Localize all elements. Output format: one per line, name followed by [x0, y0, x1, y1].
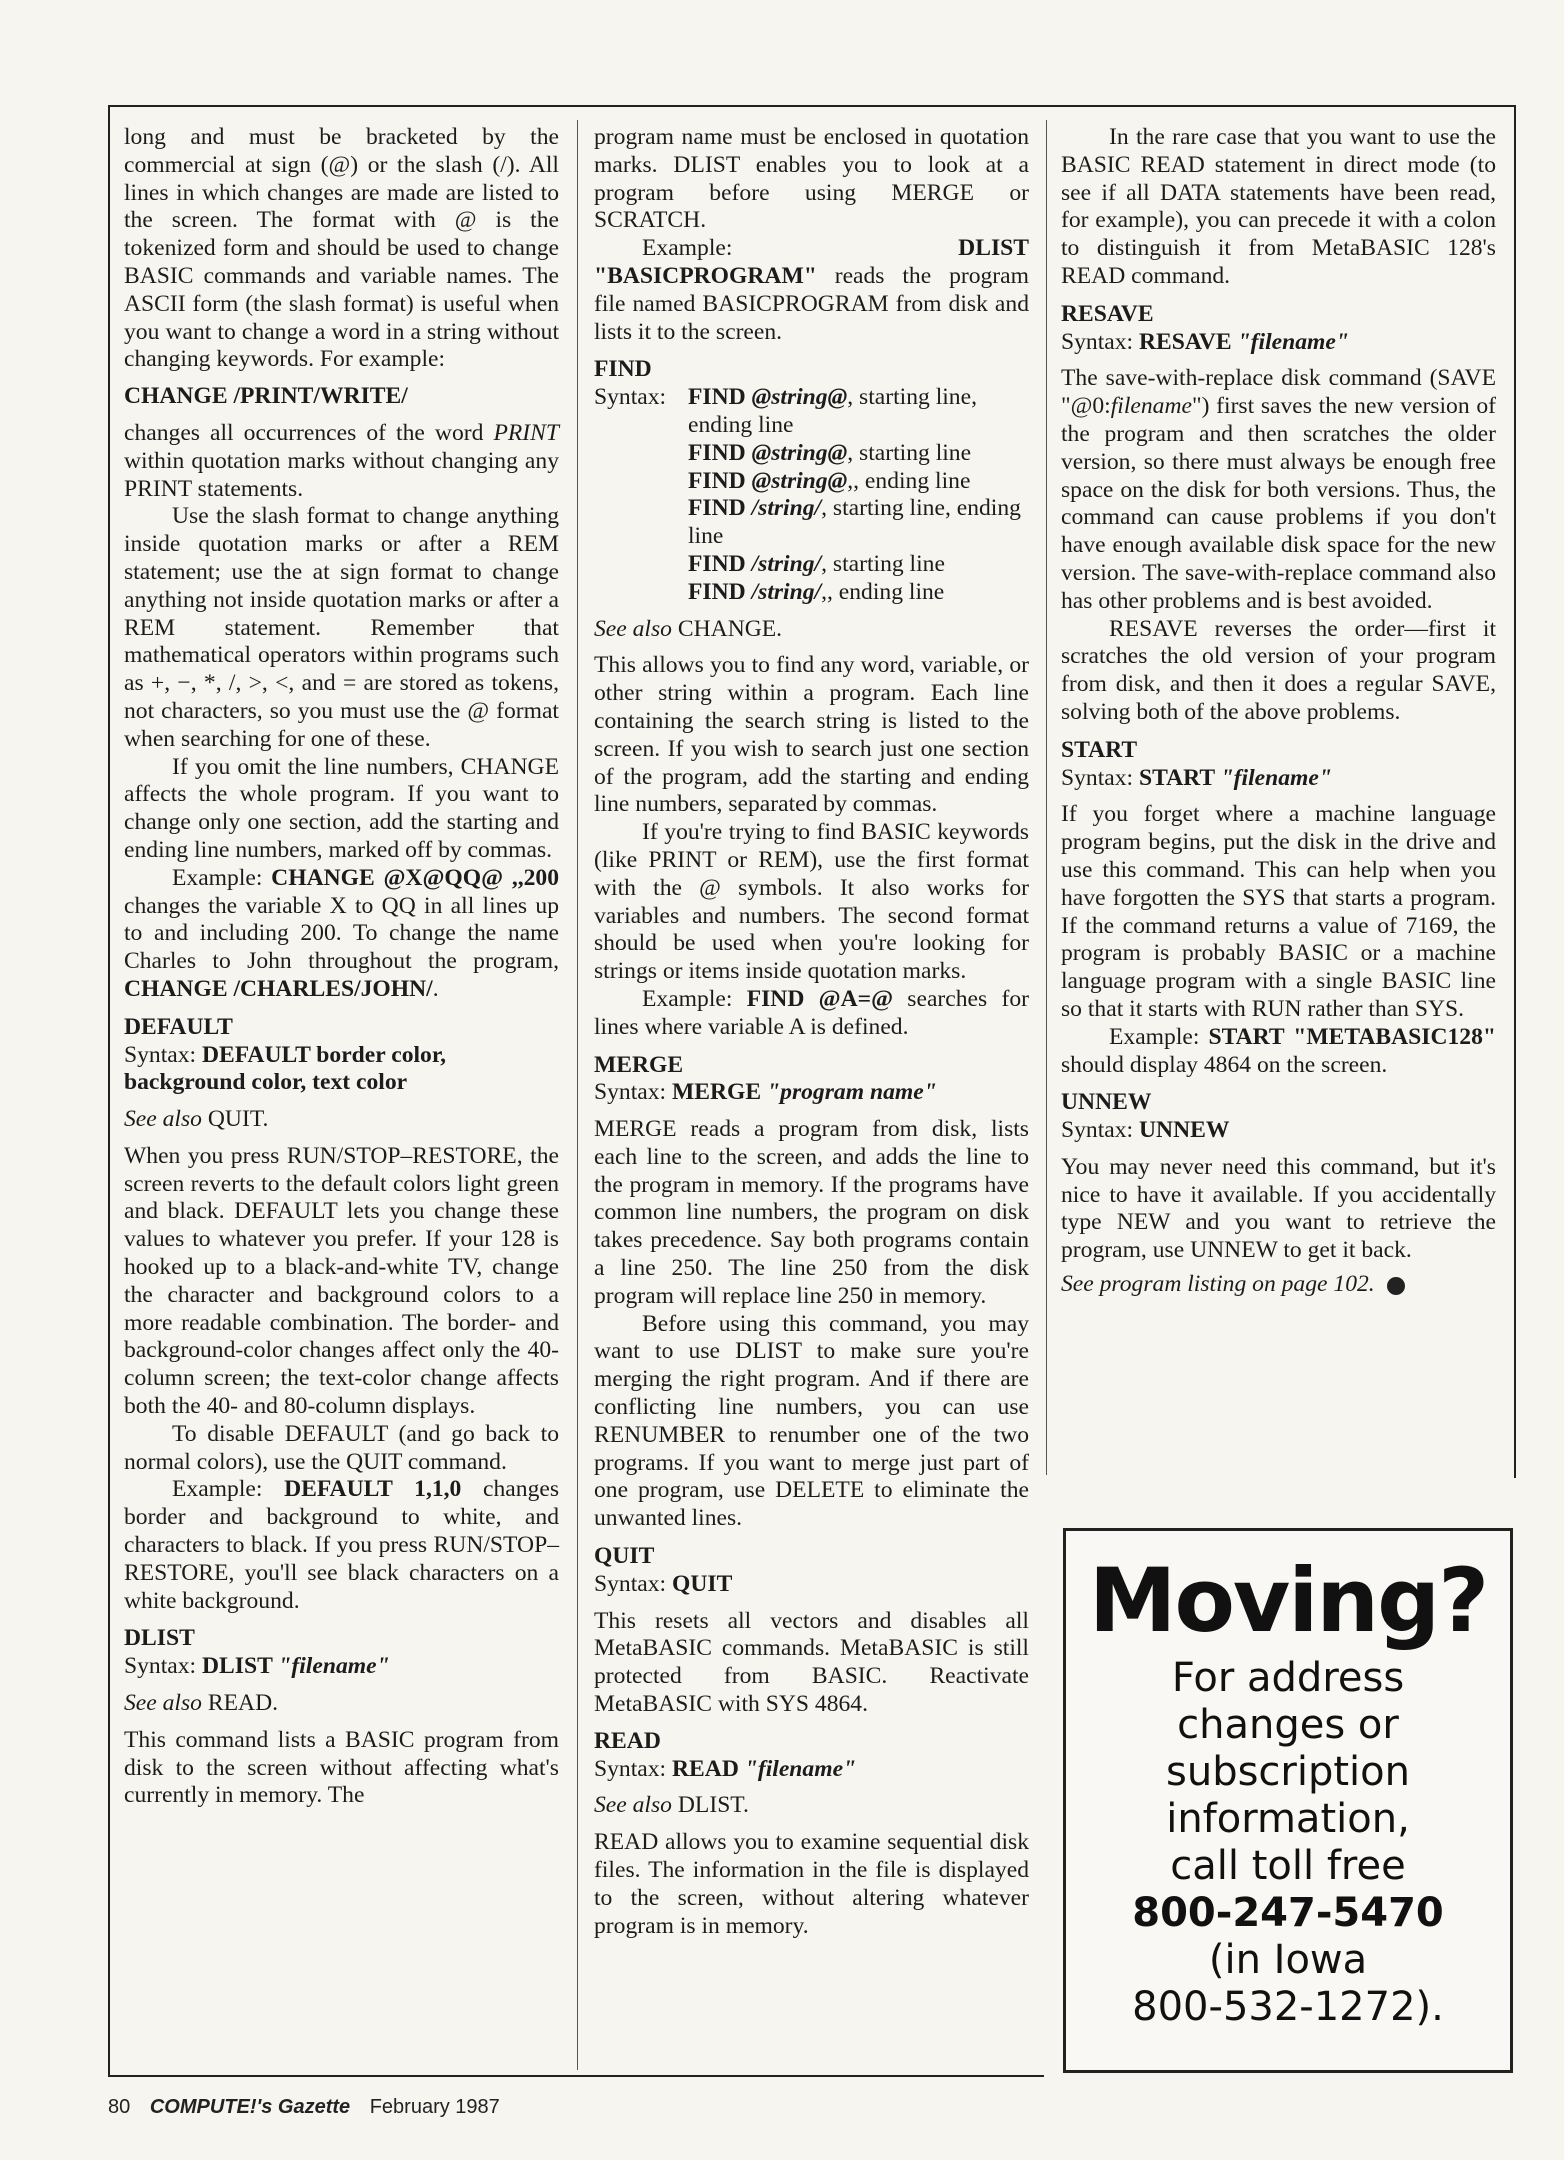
section-heading-quit: QUIT — [594, 1543, 655, 1570]
syntax-line: Syntax: MERGE "program name" — [594, 1079, 937, 1106]
see-also: See also CHANGE. — [594, 615, 783, 642]
page-number: 80 — [108, 2096, 131, 2118]
syntax-line: Syntax: RESAVE "filename" — [1061, 328, 1349, 355]
paragraph: Example: CHANGE @X@QQ@ ,,200 changes the variable X to QQ in all lines up to and including 200. To change the name Charles to John throughout the program, CHANGE /CHARLES/JOHN/. — [124, 864, 560, 1002]
section-heading-start: START — [1061, 736, 1138, 763]
paragraph: The save-with-replace disk command (SAVE "@0:filename") first saves the new version of the program and then scratches the older version, so there must always be enough free space on the disk for both versions. Thus, the command can cause problems if you don't have enough available disk space for the new version. The save-with-replace command also has other problems and is best avoided. — [1061, 365, 1496, 614]
paragraph: This command lists a BASIC program from disk to the screen without affecting what's currently in memory. The — [124, 1726, 559, 1809]
column-2 — [594, 124, 1029, 1949]
frame-right-rule — [1514, 105, 1516, 1478]
syntax-form: FIND /string/, starting line, ending line — [688, 495, 1021, 550]
section-heading-merge: MERGE — [594, 1051, 684, 1078]
frame-top-rule — [108, 105, 1516, 107]
paragraph: When you press RUN/STOP–RESTORE, the screen reverts to the default colors light green and black. DEFAULT lets you change these values to whatever you prefer. If your 128 is hooked up to a black-and-white TV, change the character and background colors to a more readable combination. The border- and background-color changes affect only the 40-column screen; the text-color change affects both the 40- and 80-column displays. — [124, 1142, 559, 1420]
page-footer — [108, 2096, 500, 2119]
section-heading-dlist: DLIST — [124, 1625, 195, 1652]
ad-phone-number: 800-247-5470 — [1132, 1890, 1444, 1936]
column-divider-1 — [577, 120, 578, 2070]
ad-iowa-phone: 800-532-1272). — [1132, 1984, 1444, 2030]
paragraph: program name must be enclosed in quotation marks. DLIST enables you to look at a program before using MERGE or SCRATCH. — [594, 124, 1029, 234]
column-divider-2 — [1046, 120, 1047, 1475]
column-3 — [1061, 124, 1496, 1308]
syntax-line: Syntax: DLIST "filename" — [124, 1653, 390, 1680]
syntax-line: Syntax: DEFAULT border color, background color, text color — [124, 1041, 447, 1096]
syntax-form: FIND @string@,, ending line — [688, 467, 971, 494]
paragraph: In the rare case that you want to use the BASIC READ statement in direct mode (to see if all DATA statements have been read, for example), you can precede it with a colon to distinguish it from MetaBASIC 128's READ command. — [1061, 124, 1496, 289]
end-of-article-icon — [1387, 1277, 1405, 1295]
paragraph: RESAVE reverses the order—first it scratches the old version of your program from disk, and then it does a regular SAVE, solving both of the above problems. — [1061, 615, 1496, 725]
section-heading-default: DEFAULT — [124, 1013, 233, 1040]
ad-line: subscription — [1166, 1749, 1410, 1795]
ad-iowa-line: (in Iowa — [1208, 1937, 1368, 1983]
ad-line: call toll free — [1170, 1843, 1406, 1889]
column-1 — [124, 124, 559, 1819]
syntax-line: Syntax: UNNEW — [1061, 1117, 1230, 1144]
paragraph: Before using this command, you may want to use DLIST to make sure you're merging the right program. And if there are conflicting line numbers, you can use RENUMBER to renumber one of the two programs. If you want to merge just part of one program, use DELETE to eliminate the unwanted lines. — [594, 1310, 1029, 1532]
code-example: CHANGE /PRINT/WRITE/ — [124, 383, 408, 410]
paragraph: If you're trying to find BASIC keywords (like PRINT or REM), use the first format with the @ symbols. It also works for variables and numbers. The second format should be used when you're looking for strings or items inside quotation marks. — [594, 819, 1029, 985]
listing-note: See program listing on page 102. — [1061, 1271, 1496, 1299]
syntax-form: FIND @string@, starting line, ending line — [688, 384, 977, 438]
syntax-line: Syntax: READ "filename" — [594, 1755, 857, 1782]
frame-bottom-rule — [108, 2075, 1044, 2077]
paragraph: Example: FIND @A=@ searches for lines where variable A is defined. — [594, 985, 1030, 1040]
syntax-line: Syntax: START "filename" — [1061, 764, 1332, 791]
paragraph: long and must be bracketed by the commercial at sign (@) or the slash (/). All lines in which changes are made are listed to the screen. The format with @ is the tokenized form and should be used to change BASIC commands and variable names. The ASCII form (the slash format) is useful when you want to change a word in a string without changing keywords. For example: — [124, 124, 559, 373]
paragraph: Use the slash format to change anything inside quotation marks or after a REM statement; use the at sign format to change anything not inside quotation marks or after a REM statement. Remember that mathematical operators within programs such as +, −, *, /, >, <, and = are stored as tokens, not characters, so you must use the @ format when searching for one of these. — [124, 503, 559, 752]
see-also: See also READ. — [124, 1690, 279, 1717]
section-heading-resave: RESAVE — [1061, 300, 1154, 327]
paragraph: changes all occurrences of the word PRINT within quotation marks without changing any PRINT statements. — [124, 419, 559, 502]
syntax-form: FIND /string/,, ending line — [688, 578, 945, 605]
section-heading-unnew: UNNEW — [1061, 1089, 1152, 1116]
issue-date: February 1987 — [369, 2096, 500, 2118]
paragraph: READ allows you to examine sequential disk files. The information in the file is displayed to the screen, without altering whatever program is in memory. — [594, 1829, 1029, 1939]
paragraph: MERGE reads a program from disk, lists each line to the screen, and adds the line to the program in memory. If the programs have common line numbers, the program on disk takes precedence. Say both programs contain a line 250. The line 250 from the disk program will replace line 250 in memory. — [594, 1116, 1029, 1309]
moving-ad — [1063, 1528, 1513, 2073]
paragraph: Example: START "METABASIC128" should display 4864 on the screen. — [1061, 1023, 1496, 1078]
paragraph: If you forget where a machine language program begins, put the disk in the drive and use this command. This can help when you have forgotten the SYS that starts a program. If the command returns a value of 7169, the program is probably BASIC or a machine language program with a single BASIC line so that it starts with RUN rather than SYS. — [1061, 801, 1496, 1022]
paragraph: Example: DEFAULT 1,1,0 changes border and background to white, and characters to black. If you press RUN/STOP–RESTORE, you'll see black characters on a white background. — [124, 1476, 560, 1614]
ad-line: For address — [1171, 1655, 1405, 1701]
paragraph: To disable DEFAULT (and go back to normal colors), use the QUIT command. — [124, 1420, 559, 1475]
syntax-form: FIND /string/, starting line — [688, 550, 945, 577]
syntax-form: FIND @string@, starting line — [688, 439, 972, 466]
syntax-label: Syntax: — [594, 384, 667, 411]
find-syntax-block — [594, 384, 1029, 606]
paragraph: You may never need this command, but it's nice to have it available. If you accidentally type NEW and you want to retrieve the program, use UNNEW to get it back. — [1061, 1153, 1496, 1264]
see-also: See also QUIT. — [124, 1106, 269, 1133]
paragraph: If you omit the line numbers, CHANGE affects the whole program. If you want to change only one section, add the starting and ending line numbers, marked off by commas. — [124, 753, 559, 863]
section-heading-find: FIND — [594, 356, 652, 383]
syntax-line: Syntax: QUIT — [594, 1570, 733, 1597]
paragraph: This resets all vectors and disables all MetaBASIC commands. MetaBASIC is still protected from BASIC. Reactivate MetaBASIC with SYS 4864. — [594, 1607, 1029, 1718]
see-also: See also DLIST. — [594, 1792, 749, 1819]
magazine-name: COMPUTE!'s Gazette — [149, 2096, 351, 2118]
paragraph: Example: DLIST "BASICPROGRAM" reads the program file named BASICPROGRAM from disk and lists it to the screen. — [594, 235, 1029, 345]
ad-headline: Moving? — [1088, 1549, 1488, 1652]
ad-line: changes or — [1177, 1702, 1399, 1748]
section-heading-read: READ — [594, 1727, 661, 1754]
paragraph: This allows you to find any word, variable, or other string within a program. Each line containing the search string is listed to the screen. If you wish to search just one section of the program, add the starting and ending line numbers, separated by commas. — [594, 652, 1029, 818]
frame-left-rule — [108, 105, 110, 2076]
ad-line: information, — [1166, 1796, 1410, 1842]
